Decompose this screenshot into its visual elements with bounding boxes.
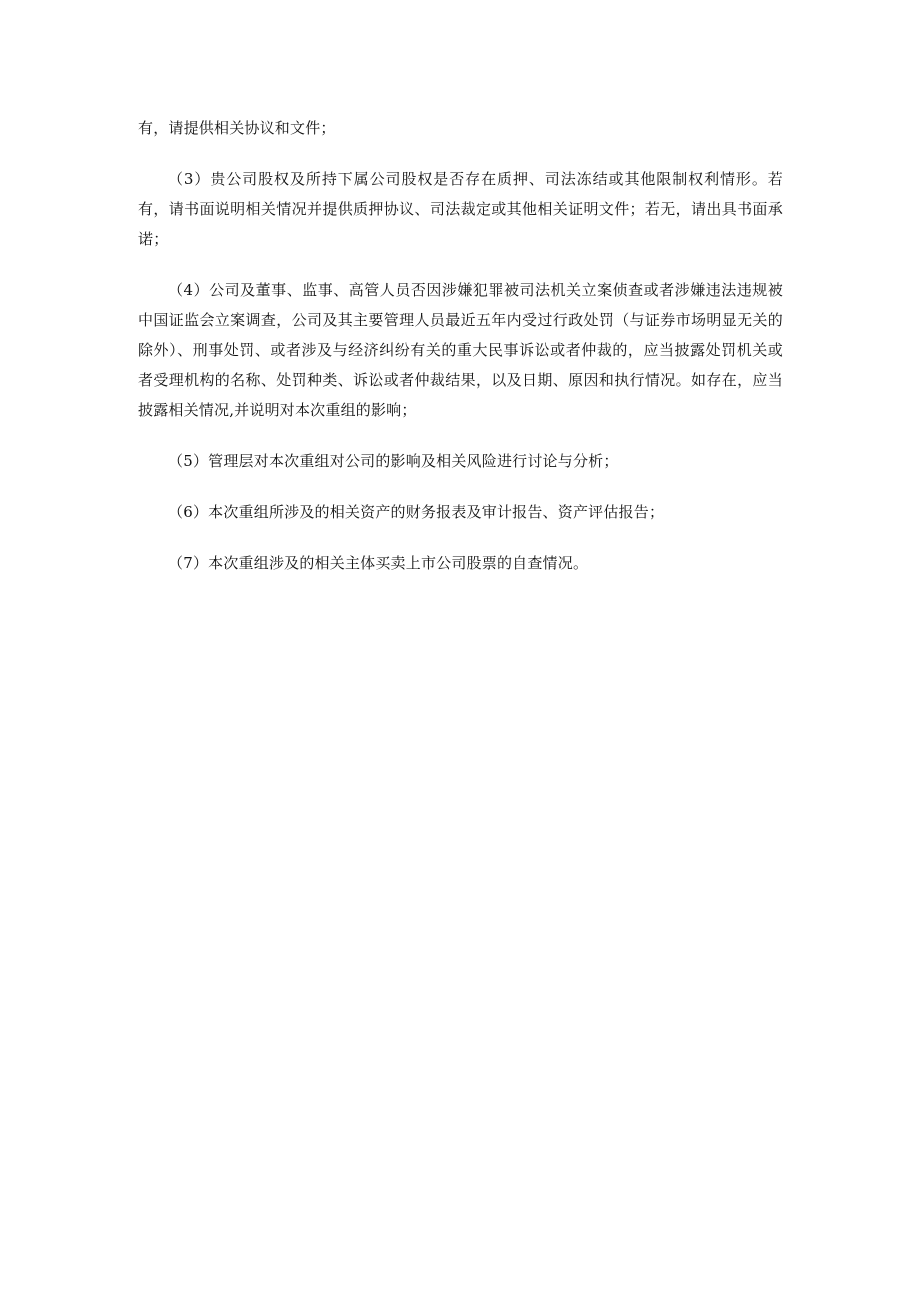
paragraph-continuation: 有，请提供相关协议和文件； (138, 119, 336, 137)
paragraph-item-6: （6）本次重组所涉及的相关资产的财务报表及审计报告、资产评估报告； (168, 503, 665, 521)
paragraph-item-5: （5）管理层对本次重组对公司的影响及相关风险进行讨论与分析； (168, 452, 619, 470)
paragraph-item-3: （3）贵公司股权及所持下属公司股权是否存在质押、司法冻结或其他限制权利情形。若有，请书面说明相关情况并提供质押协议、司法裁定或其他相关证明文件；若无，请出具书面承诺； (138, 170, 783, 248)
paragraph-item-7: （7）本次重组涉及的相关主体买卖上市公司股票的自查情况。 (168, 554, 589, 572)
document-body (138, 113, 783, 599)
paragraph-item-4: （4）公司及董事、监事、高管人员否因涉嫌犯罪被司法机关立案侦查或者涉嫌违法违规被中国证监会立案调查，公司及其主要管理人员最近五年内受过行政处罚（与证券市场明显无关的除外）、刑事处罚、或者涉及与经济纠纷有关的重大民事诉讼或者仲裁的，应当披露处罚机关或者受理机构的名称、处罚种类、诉讼或者仲裁结果，以及日期、原因和执行情况。如存在，应当披露相关情况,并说明对本次重组的影响； (138, 281, 783, 419)
